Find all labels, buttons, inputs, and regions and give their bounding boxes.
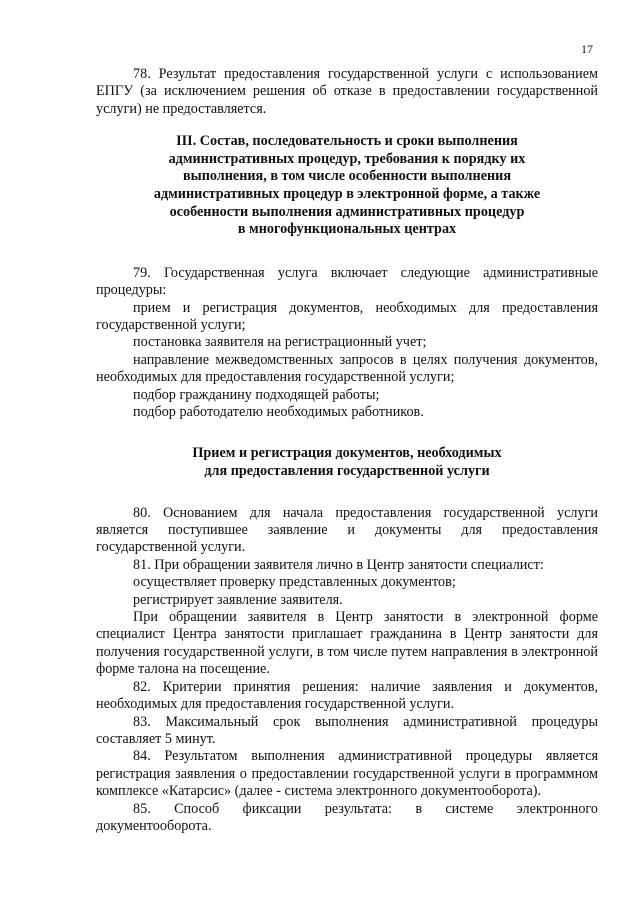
section-heading-3 bbox=[96, 133, 598, 239]
subsection-heading-line: Прием и регистрация документов, необходимых bbox=[192, 445, 502, 462]
paragraph-85: 85. Способ фиксации результата: в системе электронного документооборота. bbox=[96, 800, 598, 834]
section-heading-line: особенности выполнения административных процедур bbox=[169, 203, 525, 220]
subsection-heading bbox=[96, 445, 598, 480]
paragraph-83: 83. Максимальный срок выполнения административной процедуры составляет 5 минут. bbox=[96, 713, 598, 747]
paragraph-82: 82. Критерии принятия решения: наличие заявления и документов, необходимых для предоставления государственной услуги. bbox=[96, 678, 598, 713]
section-heading-line: выполнения, в том числе особенности выполнения bbox=[182, 168, 512, 185]
procedure-item: подбор гражданину подходящей работы; bbox=[133, 386, 380, 403]
subsection-heading-line: для предоставления государственной услуги bbox=[204, 463, 490, 480]
paragraph-80: 80. Основанием для начала предоставления государственной услуги является поступившее заявление и документы для предоставления государственной услуги. bbox=[96, 504, 598, 556]
procedure-item: направление межведомственных запросов в целях получения документов, необходимых для предоставления государственной услуги; bbox=[96, 351, 598, 386]
procedure-item: прием и регистрация документов, необходимых для предоставления государственной услуги; bbox=[96, 299, 598, 333]
paragraph-81: 81. При обращении заявителя лично в Центр занятости специалист: bbox=[133, 556, 544, 573]
paragraph-84: 84. Результатом выполнения административной процедуры является регистрация заявления о предоставлении государственной услуги в программном комплексе «Катарсис» (далее - система электронного документооборота). bbox=[96, 748, 598, 800]
paragraph-78: 78. Результат предоставления государственной услуги с использованием ЕПГУ (за исключением решения об отказе в предоставлении государственной услуги) не предоставляется. bbox=[96, 66, 598, 117]
section-heading-line: в многофункциональных центрах bbox=[237, 221, 457, 238]
procedure-item: подбор работодателю необходимых работников. bbox=[133, 404, 424, 421]
section-heading-line: III. Состав, последовательность и сроки выполнения bbox=[176, 133, 518, 150]
document-body bbox=[96, 66, 598, 835]
paragraph-81-electronic: При обращении заявителя в Центр занятости в электронной форме специалист Центра занятости приглашает гражданина в Центр занятости для получения государственной услуги, в том числе путем направления в электронной форме талона на посещение. bbox=[96, 609, 598, 678]
paragraph-81-item: осуществляет проверку представленных документов; bbox=[133, 574, 456, 591]
section-heading-line: административных процедур в электронной форме, а также bbox=[153, 186, 541, 202]
page-number: 17 bbox=[581, 42, 593, 56]
procedure-item: постановка заявителя на регистрационный учет; bbox=[133, 334, 427, 351]
paragraph-79: 79. Государственная услуга включает следующие административные процедуры: bbox=[96, 264, 598, 299]
paragraph-81-item: регистрирует заявление заявителя. bbox=[133, 591, 343, 608]
section-heading-line: административных процедур, требования к порядку их bbox=[168, 150, 526, 167]
